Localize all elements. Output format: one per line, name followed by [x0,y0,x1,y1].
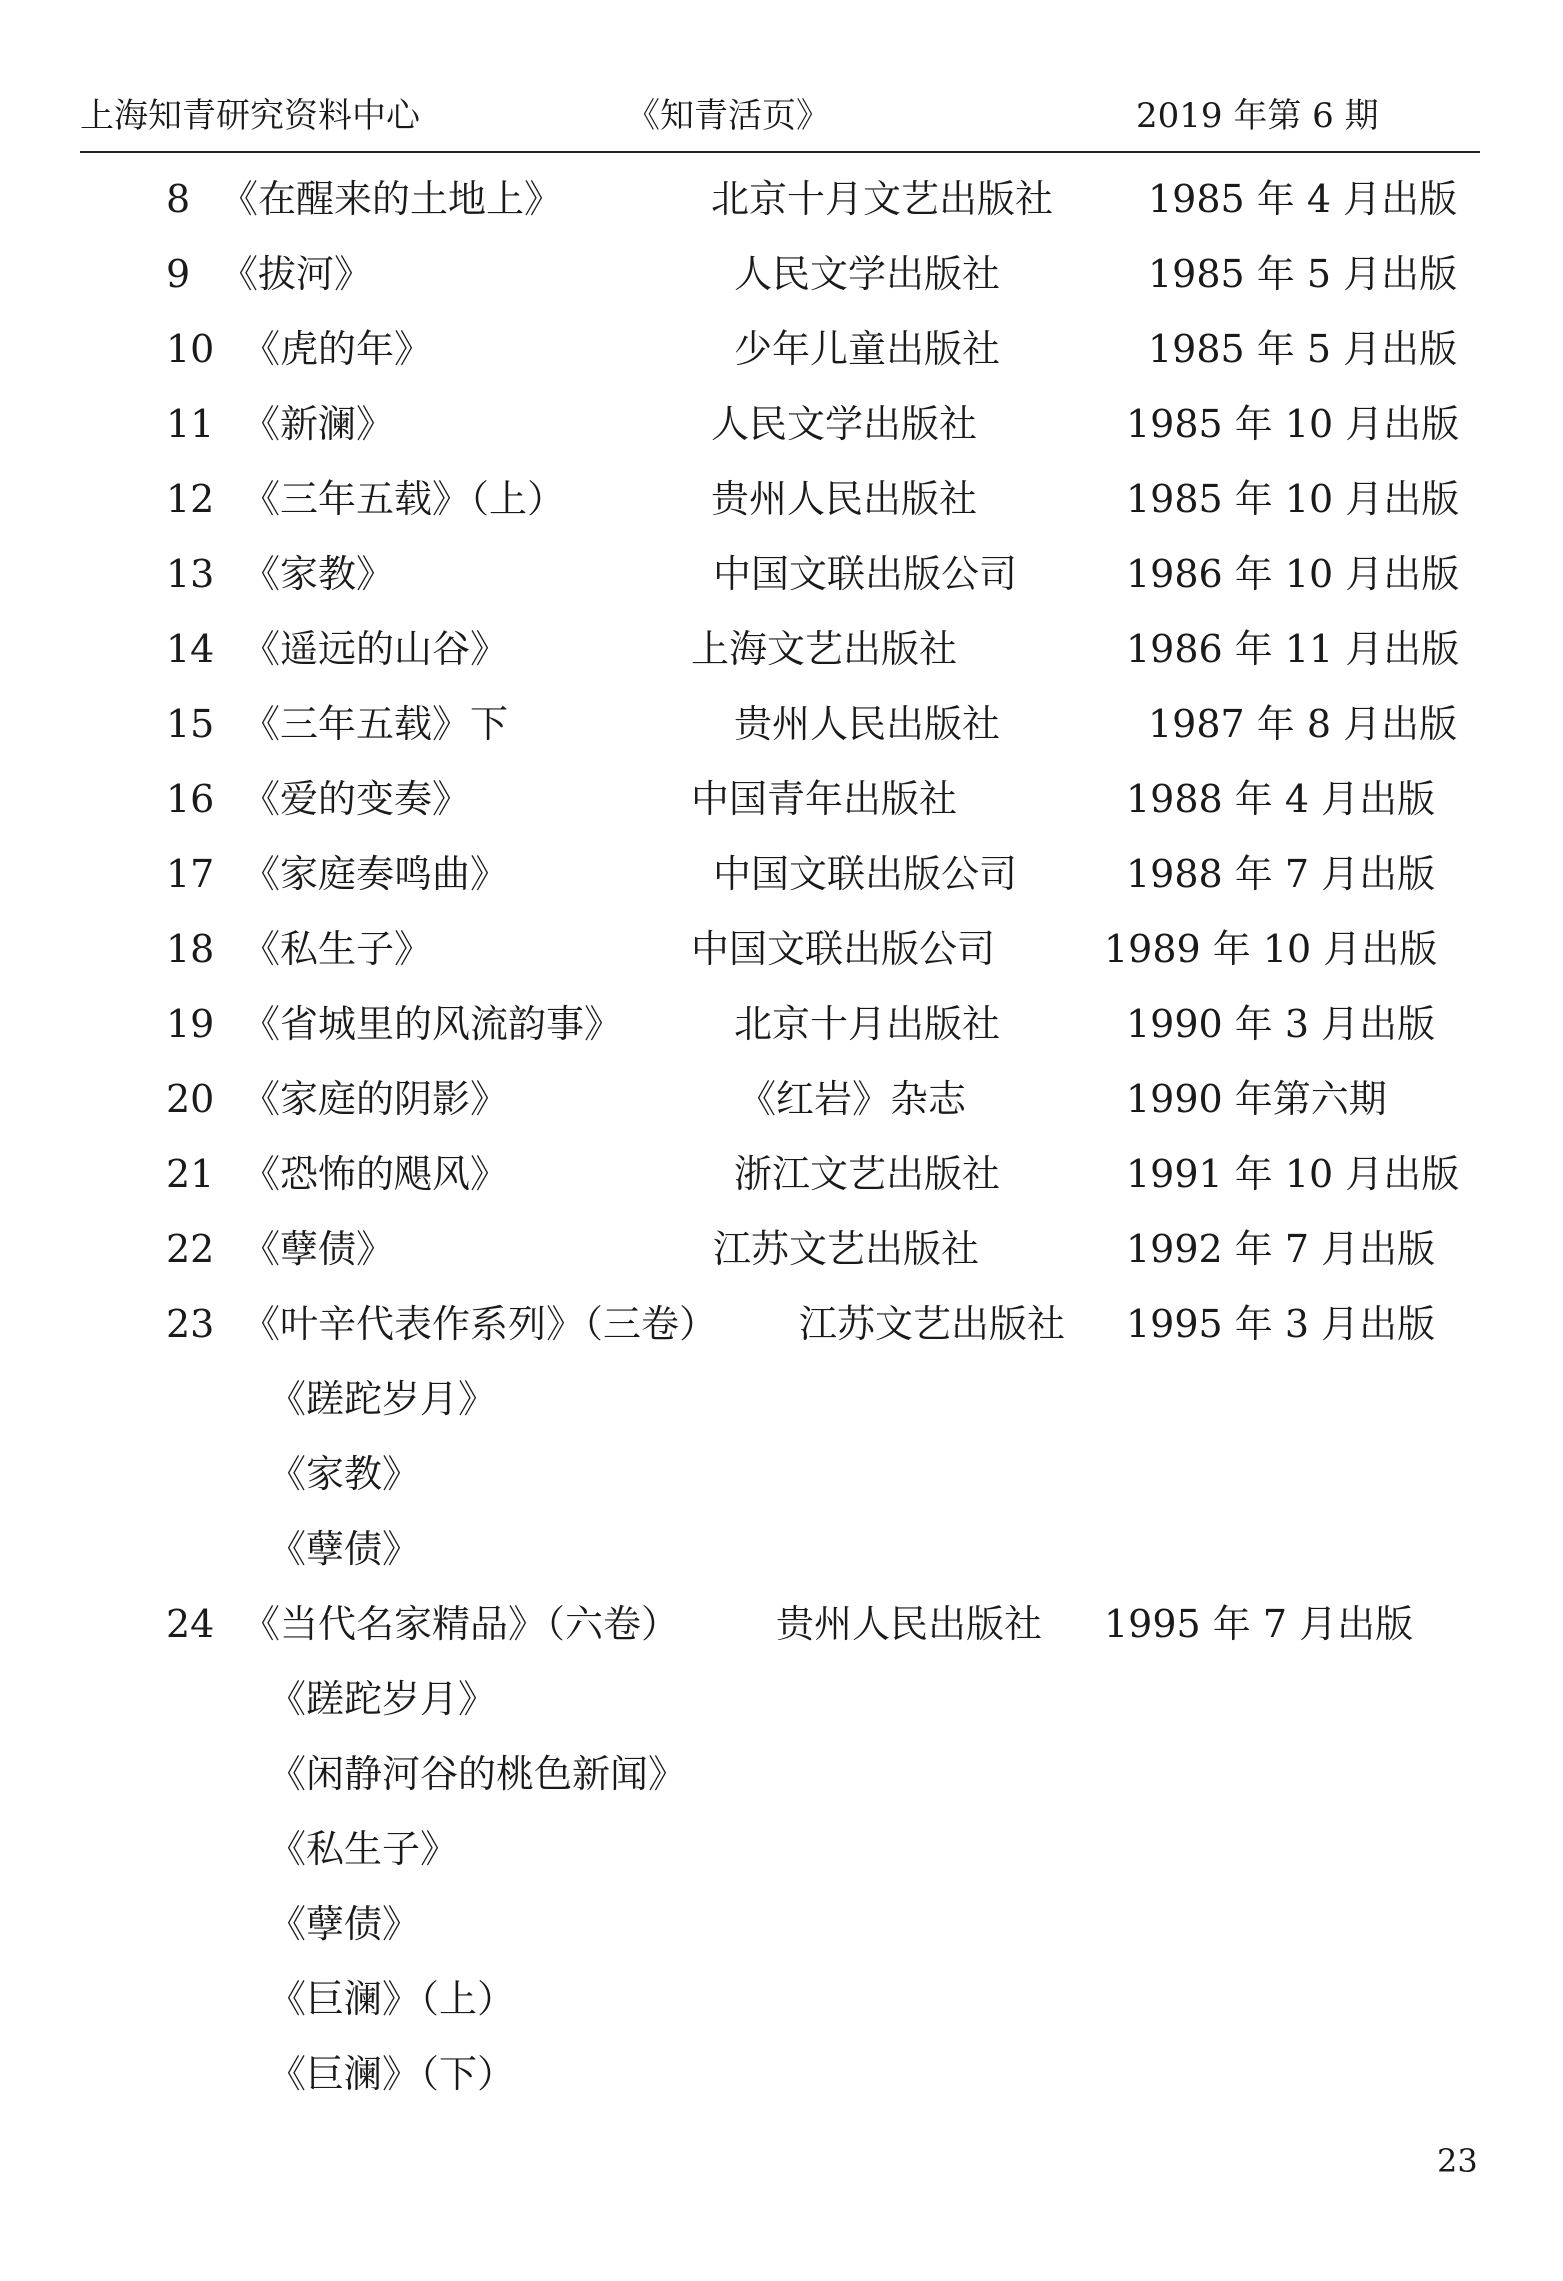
entry-title: 《孽债》 [242,1227,395,1271]
entry-date: 1988 年 7 月出版 [1126,852,1436,896]
sub-item-title: 《闲静河谷的桃色新闻》 [268,1752,687,1796]
entry-number: 23 [166,1302,215,1346]
sub-item [0,1887,1563,1962]
sub-item [0,1812,1563,1887]
entry-number: 20 [166,1077,215,1121]
entry-title: 《虎的年》 [242,327,433,371]
header-publication: 《知青活页》 [626,96,830,136]
sub-item-title: 《巨澜》（上） [268,1977,516,2021]
entry-number: 21 [166,1152,215,1196]
list-item [0,1137,1563,1212]
entry-publisher: 人民文学出版社 [711,402,978,446]
entry-number: 18 [166,927,215,971]
entry-date: 1991 年 10 月出版 [1126,1152,1460,1196]
entry-title: 《爱的变奏》 [242,777,471,821]
entry-title: 《家教》 [242,552,395,596]
entry-publisher: 贵州人民出版社 [734,702,1001,746]
list-item [0,612,1563,687]
entry-number: 11 [166,402,215,446]
entry-number: 8 [166,177,191,221]
entry-date: 1990 年 3 月出版 [1126,1002,1436,1046]
entry-publisher: 人民文学出版社 [734,252,1001,296]
entry-date: 1985 年 5 月出版 [1148,327,1458,371]
entry-publisher: 江苏文艺出版社 [713,1227,980,1271]
entry-publisher: 江苏文艺出版社 [799,1302,1066,1346]
entry-number: 14 [166,627,215,671]
entry-publisher: 北京十月文艺出版社 [711,177,1054,221]
list-item [0,237,1563,312]
entry-date: 1990 年第六期 [1126,1077,1387,1121]
entry-date: 1985 年 10 月出版 [1126,402,1460,446]
entry-publisher: 北京十月出版社 [734,1002,1001,1046]
page-header [80,88,1480,148]
list-item [0,837,1563,912]
sub-item-title: 《巨澜》（下） [268,2052,516,2096]
entry-title: 《在醒来的土地上》 [220,177,563,221]
list-item [0,1062,1563,1137]
entry-date: 1992 年 7 月出版 [1126,1227,1436,1271]
page-number: 23 [1437,2142,1478,2180]
bibliography-list [0,162,1563,2112]
entry-publisher: 中国文联出版公司 [691,927,996,971]
entry-title: 《拔河》 [220,252,373,296]
entry-title: 《叶辛代表作系列》（三卷） [242,1302,718,1346]
entry-date: 1985 年 10 月出版 [1126,477,1460,521]
sub-item-title: 《蹉跎岁月》 [268,1677,497,1721]
sub-item [0,1962,1563,2037]
sub-item [0,1737,1563,1812]
entry-number: 24 [166,1602,215,1646]
entry-title: 《遥远的山谷》 [242,627,509,671]
entry-publisher: 中国文联出版公司 [713,852,1018,896]
entry-date: 1986 年 10 月出版 [1126,552,1460,596]
sub-item [0,2037,1563,2112]
entry-publisher: 中国青年出版社 [691,777,958,821]
entry-date: 1988 年 4 月出版 [1126,777,1436,821]
sub-item-title: 《蹉跎岁月》 [268,1377,497,1421]
entry-number: 15 [166,702,215,746]
sub-item-title: 《孽债》 [268,1902,421,1946]
entry-date: 1986 年 11 月出版 [1126,627,1460,671]
list-item [0,762,1563,837]
list-item [0,162,1563,237]
entry-publisher: 少年儿童出版社 [734,327,1001,371]
entry-date: 1987 年 8 月出版 [1148,702,1458,746]
list-item [0,1287,1563,1362]
header-rule [80,151,1480,153]
sub-item [0,1512,1563,1587]
list-item [0,312,1563,387]
entry-date: 1995 年 3 月出版 [1126,1302,1436,1346]
list-item [0,537,1563,612]
entry-title: 《恐怖的飓风》 [242,1152,509,1196]
entry-number: 13 [166,552,215,596]
header-organization: 上海知青研究资料中心 [80,96,420,136]
list-item [0,912,1563,987]
entry-title: 《家庭的阴影》 [242,1077,509,1121]
sub-item-title: 《私生子》 [268,1827,459,1871]
list-item [0,1212,1563,1287]
entry-date: 1995 年 7 月出版 [1104,1602,1414,1646]
list-item [0,1587,1563,1662]
entry-title: 《私生子》 [242,927,433,971]
sub-item [0,1362,1563,1437]
entry-publisher: 上海文艺出版社 [691,627,958,671]
entry-date: 1985 年 4 月出版 [1148,177,1458,221]
entry-title: 《三年五载》（上） [242,477,566,521]
entry-number: 17 [166,852,215,896]
sub-item-title: 《孽债》 [268,1527,421,1571]
entry-title: 《新澜》 [242,402,395,446]
entry-title: 《家庭奏鸣曲》 [242,852,509,896]
entry-number: 10 [166,327,215,371]
entry-publisher: 贵州人民出版社 [776,1602,1043,1646]
entry-date: 1989 年 10 月出版 [1104,927,1438,971]
list-item [0,687,1563,762]
sub-item-title: 《家教》 [268,1452,421,1496]
entry-publisher: 贵州人民出版社 [711,477,978,521]
entry-publisher: 中国文联出版公司 [713,552,1018,596]
list-item [0,987,1563,1062]
header-issue: 2019 年第 6 期 [1136,96,1379,136]
entry-number: 9 [166,252,191,296]
entry-title: 《当代名家精品》（六卷） [242,1602,680,1646]
entry-title: 《省城里的风流韵事》 [242,1002,623,1046]
entry-number: 16 [166,777,215,821]
entry-title: 《三年五载》下 [242,702,509,746]
entry-number: 19 [166,1002,215,1046]
entry-number: 12 [166,477,215,521]
entry-number: 22 [166,1227,215,1271]
sub-item [0,1437,1563,1512]
entry-publisher: 《红岩》杂志 [738,1077,967,1121]
list-item [0,387,1563,462]
sub-item [0,1662,1563,1737]
entry-publisher: 浙江文艺出版社 [734,1152,1001,1196]
entry-date: 1985 年 5 月出版 [1148,252,1458,296]
list-item [0,462,1563,537]
